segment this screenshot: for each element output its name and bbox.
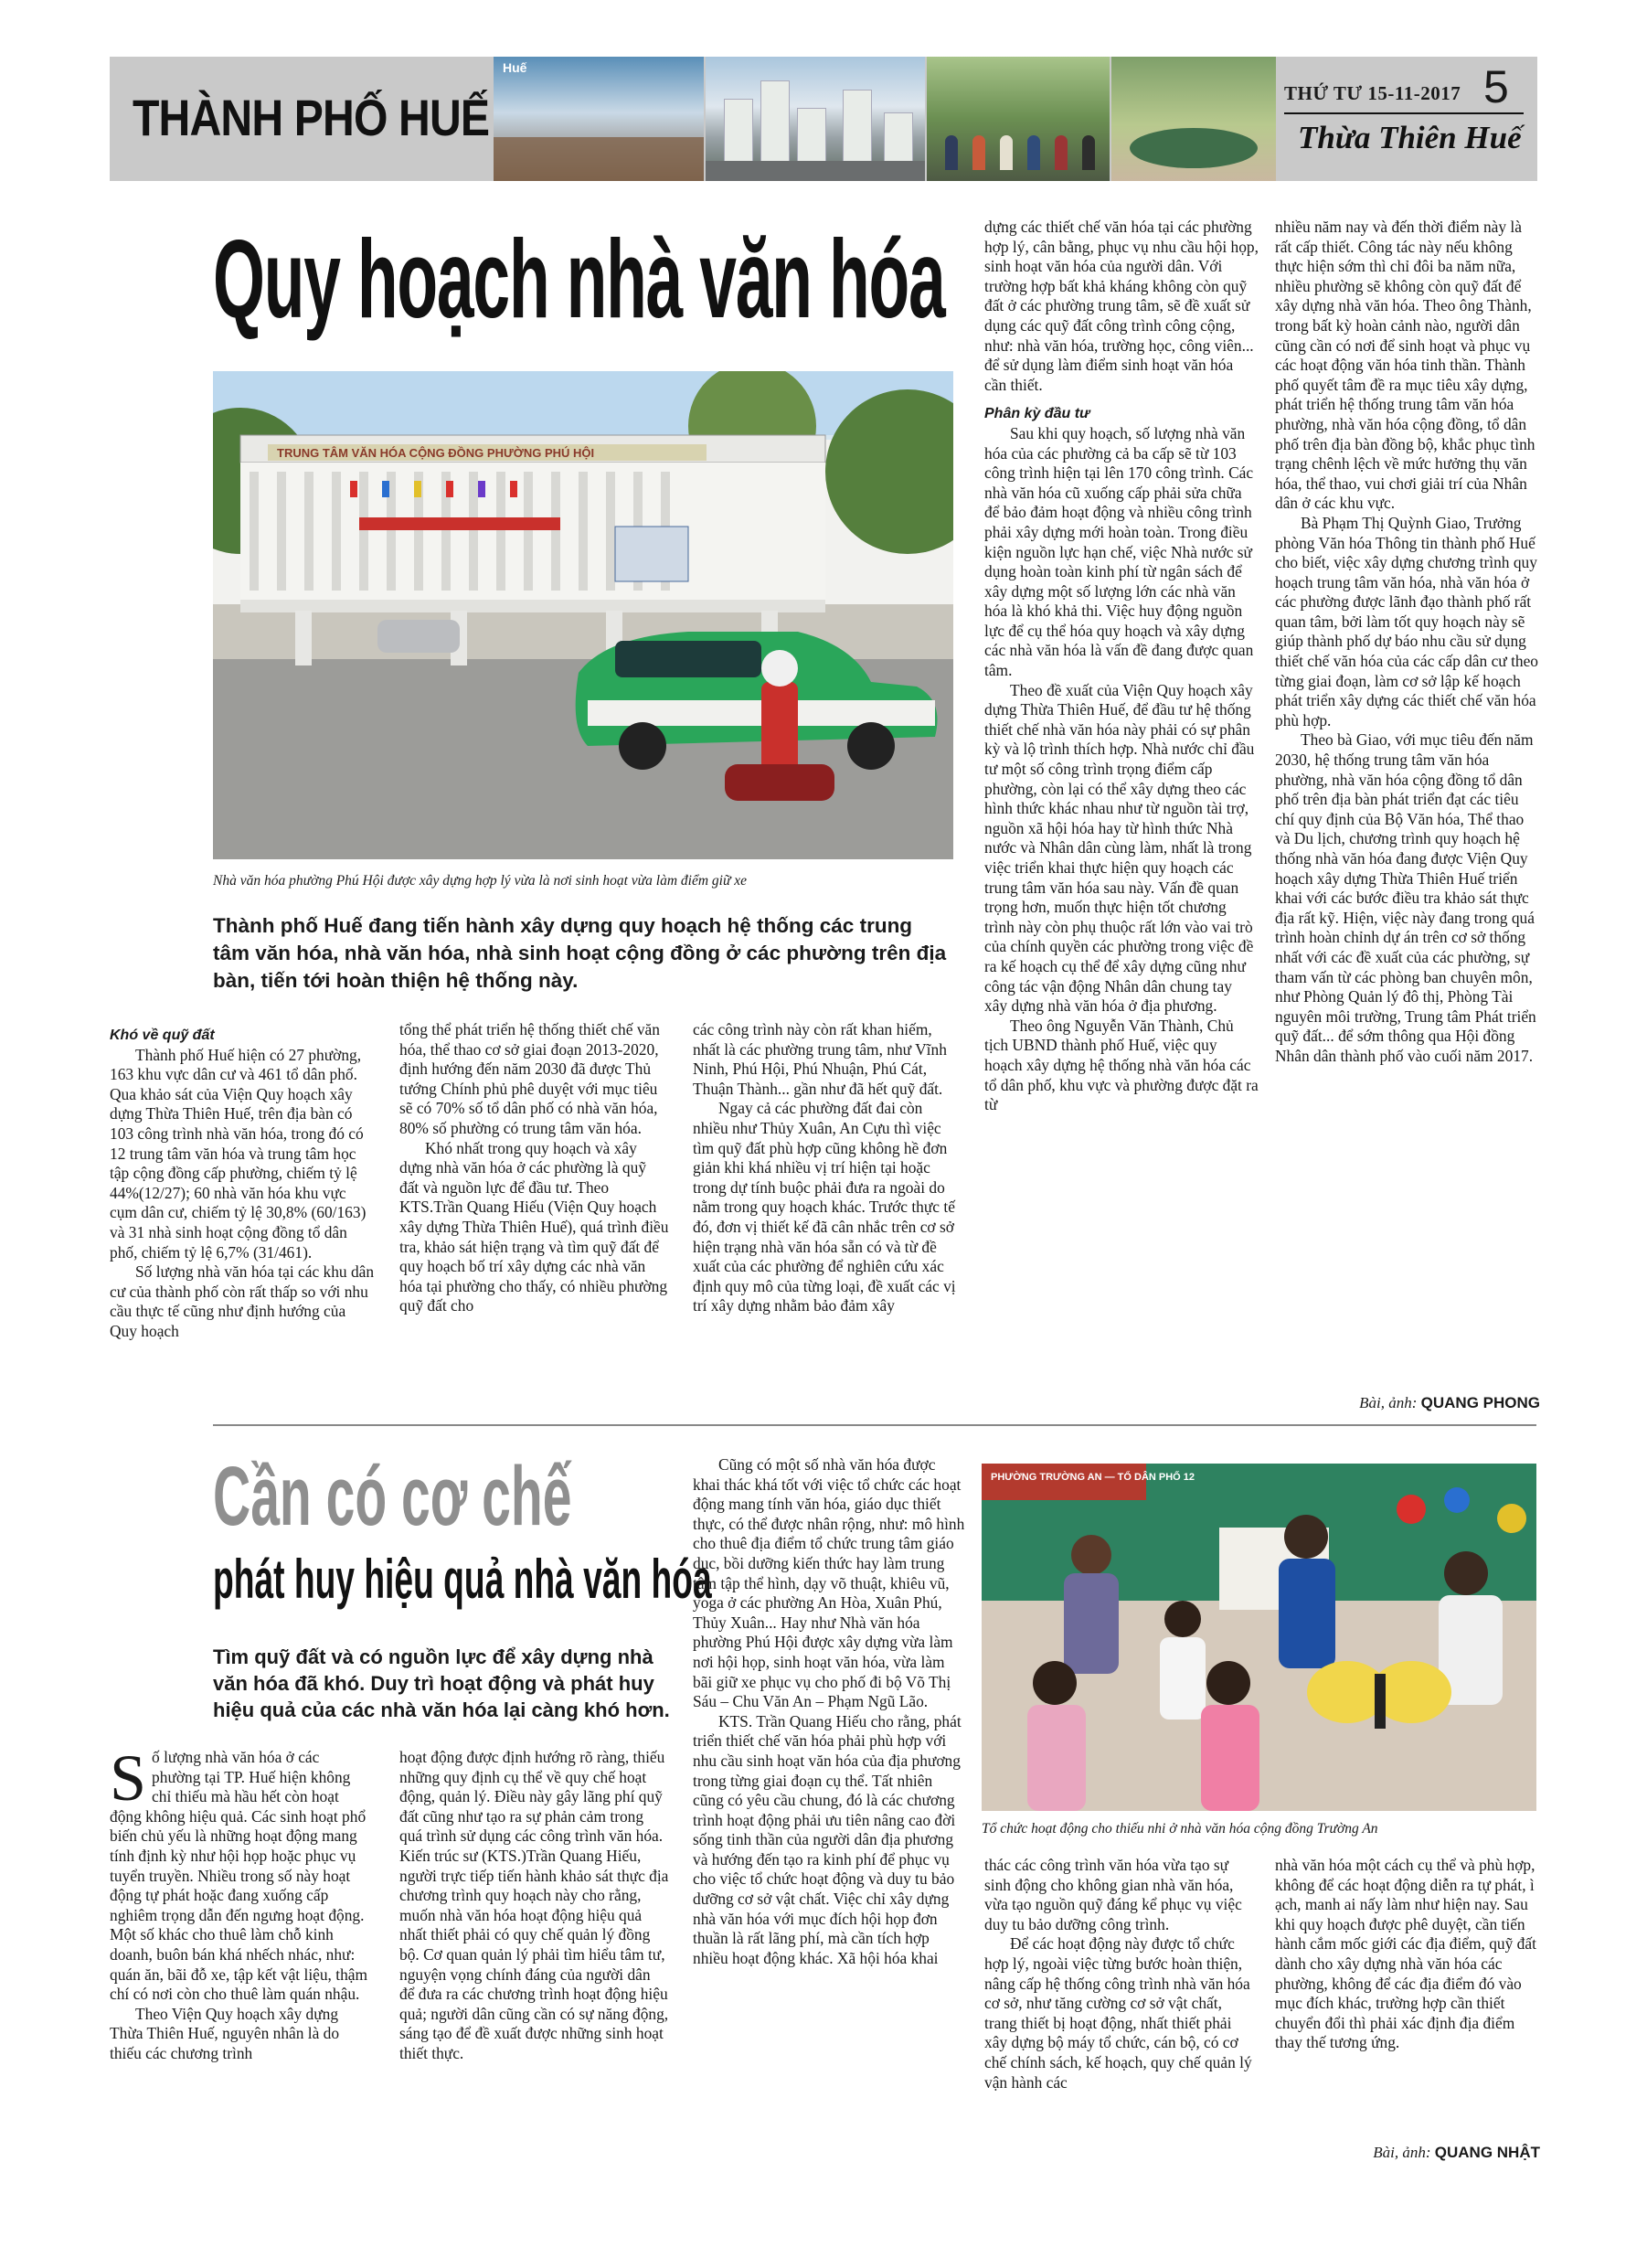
building-sign: TRUNG TÂM VĂN HÓA CỘNG ĐỒNG PHƯỜNG PHÚ HỘI [277,446,595,460]
paragraph: KTS. Trần Quang Hiếu cho rằng, phát triển thiết chế văn hóa phải phù hợp với nhu cầu sinh hoạt văn hóa của địa phương trong từng giai đoạn cụ thể. Tất nhiên cũng có yêu cầu chung, đó là các chương trình hoạt động phải ưu tiên nâng cao đời sống tinh thần của người dân địa phương và hướng đến tạo ra kinh phí để phục vụ cho việc tổ chức hoạt động và duy tu bảo dưỡng cơ sở vật chất. Việc chỉ xây dựng nhà văn hóa với mục đích hội họp đơn thuần là rất lãng phí, mà cần tích hợp nhiều hoạt động khác. Xã hội hóa khai [693,1711,962,1967]
article2-lead: Tìm quỹ đất và có nguồn lực để xây dựng nhà văn hóa đã khó. Duy trì hoạt động và phát huy hiệu quả của các nhà văn hóa lại càng khó hơn. [213,1645,670,1721]
header-photo-street [706,57,925,181]
magazine-cover-band [494,137,704,181]
paragraph: Theo ông Nguyễn Văn Thành, Chủ tịch UBND thành phố Huế, việc quy hoạch xây dựng hệ thống nhà văn hóa các tổ dân phố, khu vực và phường được đặt ra từ [984,1016,1259,1114]
article1-caption: Nhà văn hóa phường Phú Hội được xây dựng hợp lý vừa là nơi sinh hoạt vừa làm điểm giữ xe [213,873,748,889]
article1-column-5 [1275,218,1540,1067]
paragraph: hoạt động được định hướng rõ ràng, thiếu những quy định cụ thể về quy chế hoạt động, quản lý. Điều này gây lãng phí quỹ đất cũng như tạo ra sự phản cảm trong quá trình sử dụng các công trình văn hóa. Kiến trúc sư (KTS.)Trần Quang Hiếu, người trực tiếp tiến hành khảo sát thực địa chương trình quy hoạch này cho rằng, muốn nhà văn hóa hoạt động hiệu quả nhất thiết phải có quy chế quản lý đồng bộ. Cơ quan quản lý phải tìm hiểu tâm tư, nguyện vọng chính đáng của người dân để đưa ra các chương trình hoạt động hiệu quả; người dân cũng cần có sự năng động, sáng tạo để đề xuất được những sinh hoạt thiết thực. [399,1748,669,2062]
paragraph: tổng thể phát triển hệ thống thiết chế văn hóa, thể thao cơ sở giai đoạn 2013-2020, định hướng đến năm 2030 đã được Thủ tướng Chính phủ phê duyệt với mục tiêu sẽ có 70% số tổ dân phố có nhà văn hóa, 80% số phường có trung tâm văn hóa. [399,1020,660,1137]
article1-byline [1275,1394,1540,1412]
paragraph: Theo Viện Quy hoạch xây dựng Thừa Thiên Huế, nguyên nhân là do thiếu các chương trình [110,2004,340,2062]
paragraph: các công trình này còn rất khan hiếm, nhất là các phường trung tâm, như Vĩnh Ninh, Phú Hội, Phú Nhuận, Phú Cát, Thuận Thành... gần như đã hết quỹ đất. [693,1020,947,1098]
paragraph: Khó nhất trong quy hoạch và xây dựng nhà văn hóa ở các phường là quỹ đất và nguồn lực để đầu tư. Theo KTS.Trần Quang Hiếu (Viện Quy hoạch xây dựng Thừa Thiên Huế), quá trình điều tra, khảo sát hiện trạng và tìm quỹ đất để quy hoạch bố trí xây dựng các nhà văn hóa tại phường cho thấy, có nhiều phường quỹ đất cho [399,1138,669,1315]
photo-sign: PHƯỜNG TRƯỜNG AN — TỔ DÂN PHỐ 12 [991,1472,1195,1483]
paragraph: dựng các thiết chế văn hóa tại các phường hợp lý, cân bằng, phục vụ nhu cầu hội họp, sinh hoạt văn hóa của người dân. Với trường hợp bất khả kháng không còn quỹ đất ở các phường trung tâm, sẽ đề xuất sử dụng các quỹ đất công trình công cộng, như: nhà văn hóa, trường học, công viên... để sử dụng làm điểm sinh hoạt văn hóa cần thiết. [984,218,1259,394]
article2-headline-secondary: phát huy hiệu quả nhà văn hóa [213,1549,712,1610]
byline-name: QUANG NHẬT [1434,2144,1540,2161]
article2-column-5 [1275,1856,1540,2053]
article2-column-1 [110,1741,370,2064]
paragraph-text: ố lượng nhà văn hóa ở các phường tại TP. Huế hiện không chỉ thiếu mà hầu hết còn hoạt động không hiệu quả. Các sinh hoạt phổ biến chủ yếu là những hoạt động mang tính định kỳ như hội họp hoặc phục vụ tuyển truyền. Nhiều trong số này hoạt động tự phát hoặc đang xuống cấp nghiêm trọng dẫn đến ngưng hoạt động. Một số khác cho thuê làm chỗ kinh doanh, buôn bán khá nhếch nhác, như: quán ăn, bãi đỗ xe, tập kết vật liệu, thậm chí có nơi còn cho thuê làm quán nhậu. [110,1748,368,2004]
article2-byline [1275,2144,1540,2162]
drop-cap: S [110,1741,147,1815]
cultural-center-illustration [213,371,953,859]
article1-column-3 [693,1020,961,1316]
article1-column-4 [984,218,1259,1115]
paragraph: Số lượng nhà văn hóa tại các khu dân cư của thành phố còn rất thấp so với nhu cầu thực tế cũng như định hướng của Quy hoạch [110,1262,375,1340]
article1-photo [213,371,953,859]
article1-column-1 [110,1022,375,1342]
issue-date: THỨ TƯ 15-11-2017 [1284,82,1461,104]
article1-headline: Quy hoạch nhà văn hóa [213,217,945,341]
article2-column-2 [399,1748,669,2064]
byline-label: Bài, ảnh: [1373,2144,1431,2161]
article1-lead: Thành phố Huế đang tiến hành xây dựng quy hoạch hệ thống các trung tâm văn hóa, nhà văn hóa, nhà sinh hoạt cộng đồng ở các phường trên địa bàn, tiến tới hoàn thiện hệ thống này. [213,914,947,992]
paragraph: Theo bà Giao, với mục tiêu đến năm 2030, hệ thống trung tâm văn hóa phường, nhà văn hóa cộng đồng tổ dân phố trên địa bàn phát triển đạt các tiêu chí quy định của Bộ Văn hóa, Thể thao và Du lịch, chương trình quy hoạch hệ thống nhà văn hóa đang được Viện Quy hoạch xây dựng Thừa Thiên Huế triển khai với các bước điều tra khảo sát thực địa rất kỹ. Hiện, việc này đang trong quá trình hoàn chỉnh dự án trên cơ sở thống nhất với các đề xuất của các phường, sự tham vấn từ các phòng ban chuyên môn, như Phòng Quản lý đô thị, Phòng Tài nguyên môi trường, Trung tâm Phát triển quỹ đất... để sớm thông qua Hội đồng Nhân dân thành phố vào cuối năm 2017. [1275,730,1536,1065]
byline-label: Bài, ảnh: [1359,1394,1418,1411]
paragraph: Ngay cả các phường đất đai còn nhiều như Thủy Xuân, An Cựu thì việc tìm quỹ đất phù hợp cũng không hề đơn giản khi khá nhiều vị trí hiện tại hoặc trong dự tính buộc phải đưa ra ngoài do nằm trong quy hoạch khác. Trước thực tế đó, đơn vị thiết kế đã cân nhắc trên cơ sở hiện trạng nhà văn hóa sẵn có và từ đề xuất của các phường để nghiên cứu xác định quy mô của từng loại, đề xuất các vị trí xây dựng nhằm bảo đảm xây [693,1099,956,1315]
children-activity-illustration [982,1464,1536,1811]
header-photo-magazine [494,57,704,181]
paragraph: thác các công trình văn hóa vừa tạo sự sinh động cho không gian nhà văn hóa, vừa tạo nguồn quỹ đáng kể phục vụ việc duy tu bảo dưỡng công trình. [984,1856,1242,1933]
newspaper-name: Thừa Thiên Huế [1298,120,1522,155]
article2-column-4 [984,1856,1257,2092]
section-title: THÀNH PHỐ HUẾ [133,89,490,146]
article2-photo [982,1464,1536,1811]
article2-headline-primary: Cần có cơ chế [213,1450,572,1543]
article-divider [213,1424,1536,1426]
article2-column-3 [693,1455,965,1968]
paragraph: Cũng có một số nhà văn hóa được khai thác khá tốt với việc tổ chức các hoạt động mang tính văn hóa, giáo dục thiết thực, có thể được nhân rộng, như: mô hình cho thuê địa điểm tổ chức trung tâm giáo dục, bồi dưỡng kiến thức hay làm trung tâm tập thể hình, dạy võ thuật, khiêu vũ, yoga ở các phường An Hòa, Xuân Phú, Thủy Xuân... Hay như Nhà văn hóa phường Phú Hội được xây dựng vừa làm nơi hội họp, sinh hoạt văn hóa, vừa làm bãi giữ xe phục vụ cho phố đi bộ Võ Thị Sáu – Chu Văn An – Phạm Ngũ Lão. [693,1455,965,1711]
paragraph [110,1741,370,2005]
byline-name: QUANG PHONG [1420,1394,1540,1411]
header-photo-garden [1111,57,1276,181]
article1-subhead-2: Phân kỳ đầu tư [984,406,1090,422]
paragraph: Sau khi quy hoạch, số lượng nhà văn hóa của các phường cả ba cấp sẽ từ 103 công trình hiện tại lên 170 công trình. Các nhà văn hóa cũ xuống cấp phải sửa chữa để bảo đảm hoạt động và nhiều công trình phải xây dựng mới hoàn toàn. Trong điều kiện nguồn lực hạn chế, việc Nhà nước sử dụng hoàn toàn kinh phí từ ngân sách để xây dựng một số lượng lớn các nhà văn hóa là khó khả thi. Việc huy động nguồn lực để cụ thể hóa quy hoạch và xây dựng các nhà văn hóa là vấn đề đang được quan tâm. [984,423,1254,680]
paragraph: Để các hoạt động này được tổ chức hợp lý, ngoài việc từng bước hoàn thiện, nâng cấp hệ thống công trình nhà văn hóa cơ sở, như tăng cường cơ sở vật chất, trang thiết bị hoạt động, nhất thiết phải xây dựng bộ máy tổ chức, cán bộ, có cơ chế chính sách, kế hoạch, quy chế quản lý vận hành các [984,1934,1252,2092]
magazine-cover-title: Huế [503,60,527,75]
paragraph: nhiều năm nay và đến thời điểm này là rất cấp thiết. Công tác này nếu không thực hiện sớm thì chỉ đôi ba năm nữa, nhiều phường sẽ không còn quỹ đất để xây dựng nhà văn hóa. Theo ông Thành, trong bất kỳ hoàn cảnh nào, người dân cũng cần có nơi để sinh hoạt và phục vụ các hoạt động văn hóa tinh thần. Thành phố quyết tâm đề ra mục tiêu xây dựng, phát triển hệ thống trung tâm văn hóa phường, nhà văn hóa cộng đồng, tổ dân phố trên địa bàn đồng bộ, khắc phục tình trạng chênh lệch về mức hưởng thụ văn hóa, thể thao, vui chơi giải trí của Nhân dân ở các khu vực. [1275,218,1535,513]
date-rule [1284,112,1524,114]
article1-column-2 [399,1020,669,1316]
page-number: 5 [1483,61,1509,112]
paragraph: nhà văn hóa một cách cụ thể và phù hợp, không để các hoạt động diễn ra tự phát, ì ạch, manh ai nấy làm như hiện nay. Sau khi quy hoạch được phê duyệt, cần tiến hành cắm mốc giới các địa điểm, quỹ đất dành cho xây dựng nhà văn hóa các phường, không để các địa điểm đó vào mục đích khác, trường hợp cần thiết chuyển đổi thì phải xác định địa điểm thay thế tương ứng. [1275,1856,1536,2052]
article2-caption: Tổ chức hoạt động cho thiếu nhi ở nhà văn hóa cộng đồng Trường An [982,1821,1378,1837]
paragraph: Bà Phạm Thị Quỳnh Giao, Trưởng phòng Văn hóa Thông tin thành phố Huế cho biết, việc xây dựng chương trình quy hoạch trung tâm văn hóa, nhà văn hóa ở các phường được lãnh đạo thành phố rất quan tâm, bởi làm tốt quy hoạch này sẽ giúp thành phố dự báo nhu cầu sử dụng thiết chế văn hóa của các cấp dân cư theo từng giai đoạn, làm cơ sở lập kế hoạch phát triển xây dựng các thiết chế văn hóa phù hợp. [1275,513,1539,729]
paragraph: Theo đề xuất của Viện Quy hoạch xây dựng Thừa Thiên Huế, để đầu tư hệ thống thiết chế nhà văn hóa này phải có sự phân kỳ và lộ trình thích hợp. Nhà nước chỉ đầu tư một số công trình trọng điểm cấp phường, còn lại có thể xây dựng theo các hình thức khác nhau như từ nguồn tài trợ, nguồn xã hội hóa hay từ hình thức Nhà nước và Nhân dân cùng làm, nhất là trong việc triển khai thực hiện quy hoạch các trung tâm văn hóa sau này. Vấn đề quan trọng hơn, muốn thực hiện tốt chương trình này còn phụ thuộc rất lớn vào vai trò của chính quyền các phường trong việc đề ra kế hoạch cụ thể để xây dựng cũng như công tác vận động Nhân dân chung tay xây dựng nhà văn hóa ở địa phương. [984,680,1255,1016]
paragraph: Thành phố Huế hiện có 27 phường, 163 khu vực dân cư và 461 tổ dân phố. Qua khảo sát của Viện Quy hoạch xây dựng Thừa Thiên Huế, trên địa bàn có 103 công trình nhà văn hóa, trong đó có 12 trung tâm văn hóa và trung tâm học tập cộng đồng cấp phường, chiếm tỷ lệ 44%(12/27); 60 nhà văn hóa khu vực cụm dân cư, chiếm tỷ lệ 30,8% (60/163) và 31 nhà sinh hoạt cộng đồng tổ dân phố, chiếm tỷ lệ 6,7% (31/461). [110,1045,367,1262]
header-photo-cyclos [927,57,1110,181]
article1-subhead-1: Khó về quỹ đất [110,1028,215,1043]
